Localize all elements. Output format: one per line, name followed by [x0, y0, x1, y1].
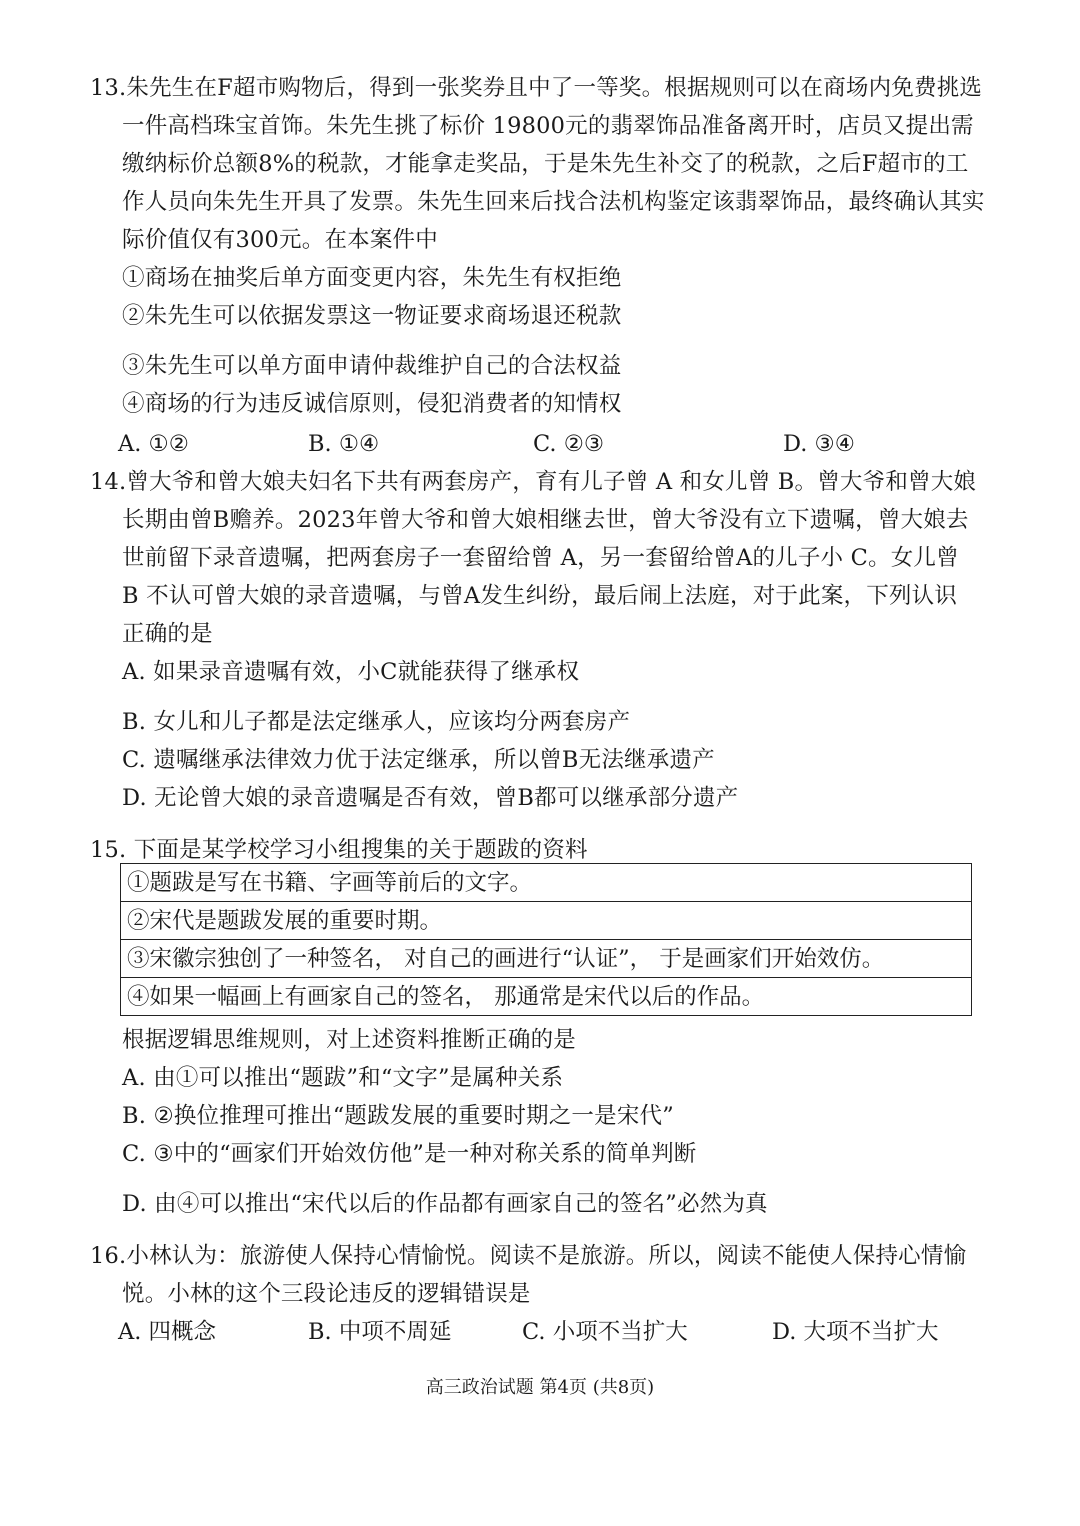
q13-statement: ①商场在抽奖后单方面变更内容，朱先生有权拒绝 — [122, 265, 622, 291]
q15-material: ④如果一幅画上有画家自己的签名， 那通常是宋代以后的作品。 — [121, 978, 972, 1016]
q14-stem-line: B 不认可曾大娘的录音遗嘱，与曾A发生纠纷，最后闹上法庭，对于此案，下列认识 — [122, 583, 958, 609]
q13-stem-line: 缴纳标价总额8%的税款，才能拿走奖品，于是朱先生补交了的税款，之后F超市的工 — [122, 151, 969, 177]
q13-option-b[interactable]: B. ①④ — [308, 431, 380, 457]
q13-statement: ③朱先生可以单方面申请仲裁维护自己的合法权益 — [122, 353, 622, 379]
q15-materials-table — [120, 863, 972, 1016]
q13-option-c[interactable]: C. ②③ — [533, 431, 605, 457]
q14-option-c[interactable]: C. 遗嘱继承法律效力优于法定继承，所以曾B无法继承遗产 — [122, 747, 715, 773]
table-row — [121, 940, 972, 978]
q15-question: 根据逻辑思维规则，对上述资料推断正确的是 — [122, 1027, 577, 1053]
table-row — [121, 902, 972, 940]
q14-option-b[interactable]: B. 女儿和儿子都是法定继承人，应该均分两套房产 — [122, 709, 631, 735]
q14-option-a[interactable]: A. 如果录音遗嘱有效，小C就能获得了继承权 — [122, 659, 580, 685]
q13-statement: ④商场的行为违反诚信原则，侵犯消费者的知情权 — [122, 391, 622, 417]
q15-material: ③宋徽宗独创了一种签名， 对自己的画进行“认证”， 于是画家们开始效仿。 — [121, 940, 972, 978]
q15-option-d[interactable]: D. 由④可以推出“宋代以后的作品都有画家自己的签名”必然为真 — [122, 1191, 768, 1217]
q14-stem-line: 正确的是 — [122, 621, 213, 647]
q13-stem-line: 作人员向朱先生开具了发票。朱先生回来后找合法机构鉴定该翡翠饰品，最终确认其实 — [122, 189, 985, 215]
q14-stem-line: 世前留下录音遗嘱，把两套房子一套留给曾 A，另一套留给曾A的儿子小 C。女儿曾 — [122, 545, 959, 571]
q16-option-d[interactable]: D. 大项不当扩大 — [772, 1319, 939, 1345]
table-row — [121, 978, 972, 1016]
q16-option-c[interactable]: C. 小项不当扩大 — [522, 1319, 688, 1345]
q14-stem-line: 14.曾大爷和曾大娘夫妇名下共有两套房产，育有儿子曾 A 和女儿曾 B。曾大爷和曾大娘 — [90, 469, 977, 495]
q15-material: ①题跋是写在书籍、字画等前后的文字。 — [121, 864, 972, 902]
q16-stem-line: 悦。小林的这个三段论违反的逻辑错误是 — [122, 1281, 531, 1307]
q15-option-b[interactable]: B. ②换位推理可推出“题跋发展的重要时期之一是宋代” — [122, 1103, 674, 1129]
q13-stem-line: 13.朱先生在F超市购物后，得到一张奖券且中了一等奖。根据规则可以在商场内免费挑选 — [90, 75, 983, 101]
q14-option-d[interactable]: D. 无论曾大娘的录音遗嘱是否有效，曾B都可以继承部分遗产 — [122, 785, 739, 811]
q13-stem-line: 一件高档珠宝首饰。朱先生挑了标价 19800元的翡翠饰品准备离开时，店员又提出需 — [122, 113, 974, 139]
q16-option-a[interactable]: A. 四概念 — [118, 1319, 217, 1345]
q15-material: ②宋代是题跋发展的重要时期。 — [121, 902, 972, 940]
q14-stem-line: 长期由曾B赡养。2023年曾大爷和曾大娘相继去世，曾大爷没有立下遗嘱，曾大娘去 — [122, 507, 969, 533]
q16-option-b[interactable]: B. 中项不周延 — [308, 1319, 452, 1345]
q15-stem: 15. 下面是某学校学习小组搜集的关于题跋的资料 — [90, 837, 588, 863]
q13-option-a[interactable]: A. ①② — [118, 431, 189, 457]
q16-stem-line: 16.小林认为：旅游使人保持心情愉悦。阅读不是旅游。所以，阅读不能使人保持心情愉 — [90, 1243, 967, 1269]
table-row — [121, 864, 972, 902]
q15-option-c[interactable]: C. ③中的“画家们开始效仿他”是一种对称关系的简单判断 — [122, 1141, 697, 1167]
q13-statement: ②朱先生可以依据发票这一物证要求商场退还税款 — [122, 303, 622, 329]
page-footer: 高三政治试题 第4页 (共8页) — [425, 1377, 655, 1398]
q13-option-d[interactable]: D. ③④ — [783, 431, 855, 457]
q15-option-a[interactable]: A. 由①可以推出“题跋”和“文字”是属种关系 — [122, 1065, 564, 1091]
q13-stem-line: 际价值仅有300元。在本案件中 — [122, 227, 438, 253]
